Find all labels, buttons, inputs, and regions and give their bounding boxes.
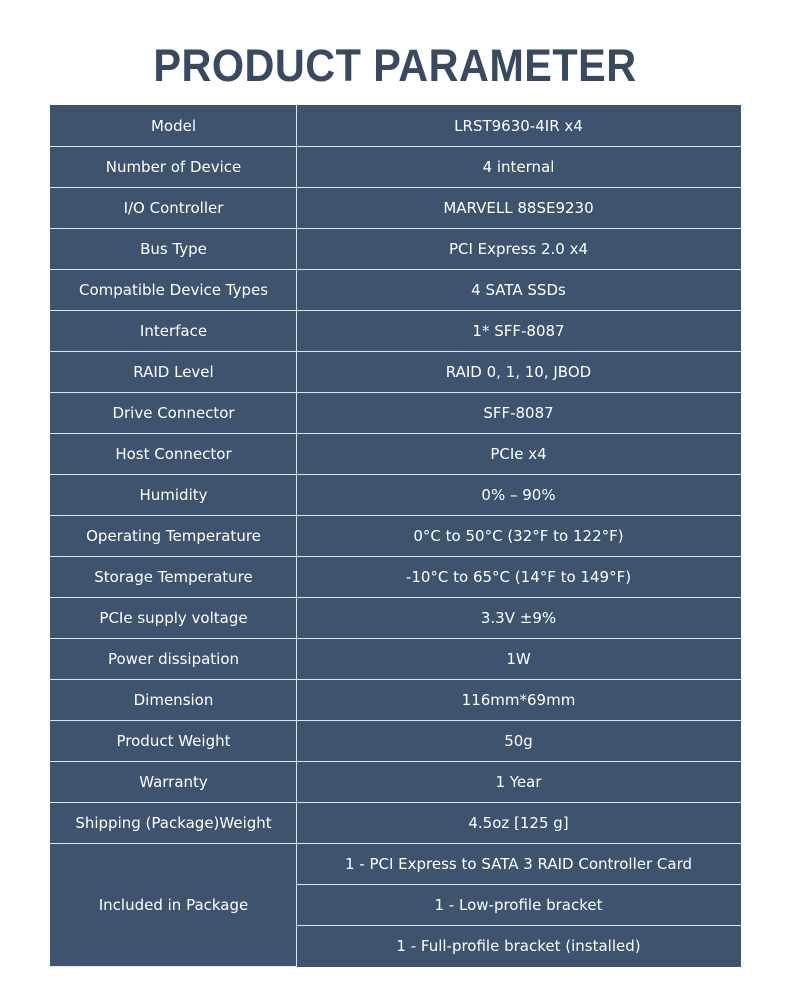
table-row-host-connector <box>51 434 741 475</box>
table-row-shipping-weight <box>51 803 741 844</box>
table-row-included-in-package <box>51 844 741 885</box>
row-label: Compatible Device Types <box>51 270 297 311</box>
table-row-operating-temperature <box>51 516 741 557</box>
row-label: Included in Package <box>51 844 297 967</box>
row-value: PCI Express 2.0 x4 <box>297 229 741 270</box>
row-value: SFF-8087 <box>297 393 741 434</box>
row-label: Host Connector <box>51 434 297 475</box>
row-label: Humidity <box>51 475 297 516</box>
row-value: 4 SATA SSDs <box>297 270 741 311</box>
table-row-number-of-device <box>51 147 741 188</box>
row-value: 0°C to 50°C (32°F to 122°F) <box>297 516 741 557</box>
row-value: 4.5oz [125 g] <box>297 803 741 844</box>
table-row-warranty <box>51 762 741 803</box>
row-label: Drive Connector <box>51 393 297 434</box>
row-value: LRST9630-4IR x4 <box>297 106 741 147</box>
row-label: PCIe supply voltage <box>51 598 297 639</box>
row-label: RAID Level <box>51 352 297 393</box>
row-label: Power dissipation <box>51 639 297 680</box>
table-row-power-dissipation <box>51 639 741 680</box>
table-row-product-weight <box>51 721 741 762</box>
row-label: Product Weight <box>51 721 297 762</box>
table-row-pcie-supply-voltage <box>51 598 741 639</box>
table-row-storage-temperature <box>51 557 741 598</box>
table-row-io-controller <box>51 188 741 229</box>
row-value: MARVELL 88SE9230 <box>297 188 741 229</box>
row-label: Storage Temperature <box>51 557 297 598</box>
row-label: Interface <box>51 311 297 352</box>
table-row-model <box>51 106 741 147</box>
package-item: 1 - Low-profile bracket <box>297 885 741 926</box>
row-label: Warranty <box>51 762 297 803</box>
row-label: Dimension <box>51 680 297 721</box>
row-label: Bus Type <box>51 229 297 270</box>
table-row-compatible-device-types <box>51 270 741 311</box>
table-row-dimension <box>51 680 741 721</box>
package-item: 1 - PCI Express to SATA 3 RAID Controller Card <box>297 844 741 885</box>
row-label: Number of Device <box>51 147 297 188</box>
page-title: PRODUCT PARAMETER <box>153 40 637 91</box>
row-value: -10°C to 65°C (14°F to 149°F) <box>297 557 741 598</box>
row-value: 0% – 90% <box>297 475 741 516</box>
product-parameter-table <box>50 105 741 967</box>
row-label: Operating Temperature <box>51 516 297 557</box>
table-row-bus-type <box>51 229 741 270</box>
row-value: 1W <box>297 639 741 680</box>
row-value: PCIe x4 <box>297 434 741 475</box>
row-value: 4 internal <box>297 147 741 188</box>
row-value: RAID 0, 1, 10, JBOD <box>297 352 741 393</box>
row-label: Shipping (Package)Weight <box>51 803 297 844</box>
row-value: 3.3V ±9% <box>297 598 741 639</box>
table-row-humidity <box>51 475 741 516</box>
row-value: 116mm*69mm <box>297 680 741 721</box>
row-label: I/O Controller <box>51 188 297 229</box>
row-value: 1* SFF-8087 <box>297 311 741 352</box>
package-item: 1 - Full-profile bracket (installed) <box>297 926 741 967</box>
row-label: Model <box>51 106 297 147</box>
table-row-drive-connector <box>51 393 741 434</box>
table-row-interface <box>51 311 741 352</box>
table-row-raid-level <box>51 352 741 393</box>
row-value: 1 Year <box>297 762 741 803</box>
row-value: 50g <box>297 721 741 762</box>
